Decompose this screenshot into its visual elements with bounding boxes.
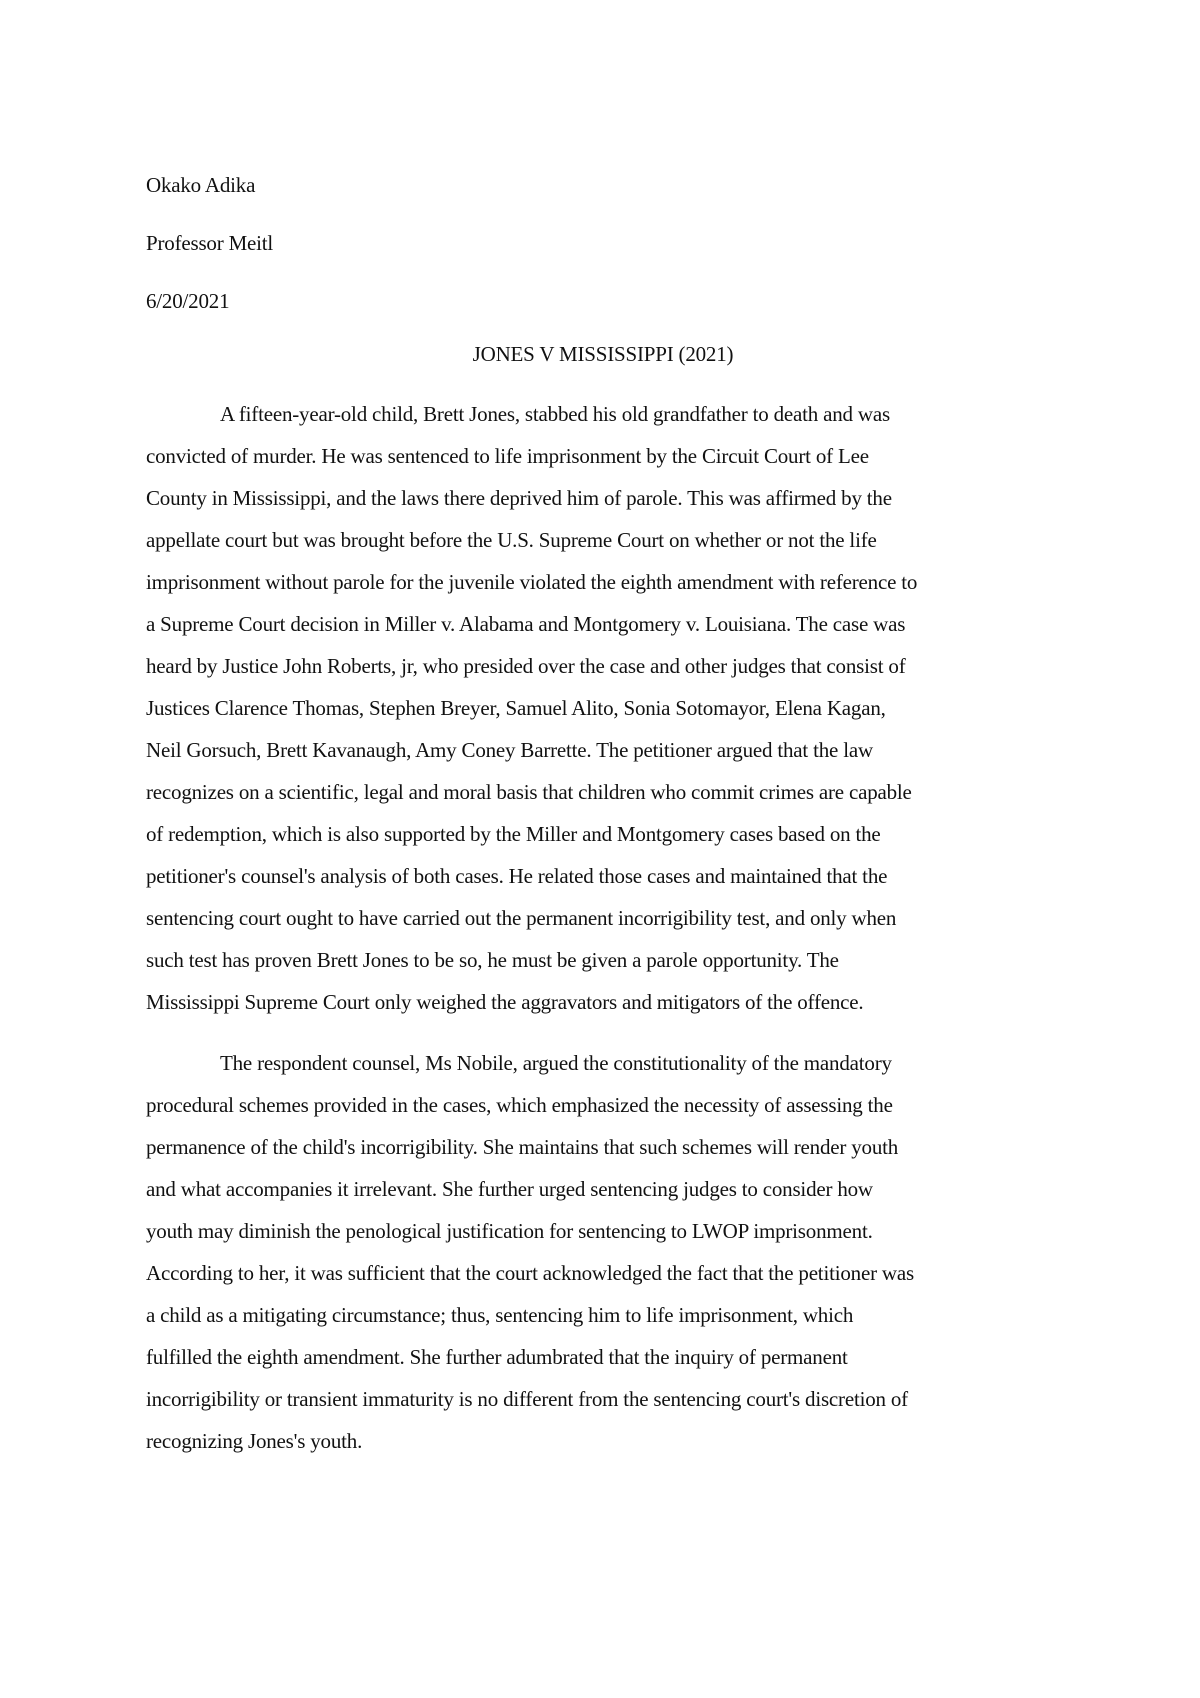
paragraph-1 xyxy=(146,393,1068,1023)
paragraph-line: appellate court but was brought before the U.S. Supreme Court on whether or not the life xyxy=(146,528,877,552)
professor-name: Professor Meitl xyxy=(146,231,274,255)
paragraph-line: procedural schemes provided in the cases, which emphasized the necessity of assessing the xyxy=(146,1093,893,1117)
paragraph-line: of redemption, which is also supported by the Miller and Montgomery cases based on the xyxy=(146,822,881,846)
paragraph-line: such test has proven Brett Jones to be so, he must be given a parole opportunity. The xyxy=(146,948,839,972)
document-title: JONES V MISSISSIPPI (2021) xyxy=(472,342,734,366)
paragraph-line: incorrigibility or transient immaturity is no different from the sentencing court's discretion of xyxy=(146,1387,908,1411)
paragraph-line: youth may diminish the penological justification for sentencing to LWOP imprisonment. xyxy=(146,1219,873,1243)
paragraph-line: recognizes on a scientific, legal and moral basis that children who commit crimes are capable xyxy=(146,780,912,804)
paragraph-line: fulfilled the eighth amendment. She further adumbrated that the inquiry of permanent xyxy=(146,1345,848,1369)
author-name: Okako Adika xyxy=(146,173,256,197)
paragraph-line: According to her, it was sufficient that the court acknowledged the fact that the petitioner was xyxy=(146,1261,914,1285)
paragraph-line: permanence of the child's incorrigibility. She maintains that such schemes will render youth xyxy=(146,1135,899,1159)
paragraph-line: The respondent counsel, Ms Nobile, argued the constitutionality of the mandatory xyxy=(220,1051,892,1075)
paragraph-line: a child as a mitigating circumstance; thus, sentencing him to life imprisonment, which xyxy=(146,1303,854,1327)
paragraph-line: recognizing Jones's youth. xyxy=(146,1429,363,1453)
document-date: 6/20/2021 xyxy=(146,289,230,313)
paragraph-line: Mississippi Supreme Court only weighed the aggravators and mitigators of the offence. xyxy=(146,990,864,1014)
paragraph-2 xyxy=(146,1042,1068,1462)
paragraph-line: Justices Clarence Thomas, Stephen Breyer, Samuel Alito, Sonia Sotomayor, Elena Kagan, xyxy=(146,696,886,720)
paragraph-line: convicted of murder. He was sentenced to life imprisonment by the Circuit Court of Lee xyxy=(146,444,869,468)
paragraph-line: and what accompanies it irrelevant. She further urged sentencing judges to consider how xyxy=(146,1177,873,1201)
paragraph-line: sentencing court ought to have carried out the permanent incorrigibility test, and only when xyxy=(146,906,897,930)
paragraph-line: petitioner's counsel's analysis of both cases. He related those cases and maintained that the xyxy=(146,864,888,888)
paragraph-line: County in Mississippi, and the laws there deprived him of parole. This was affirmed by the xyxy=(146,486,892,510)
paragraph-line: Neil Gorsuch, Brett Kavanaugh, Amy Coney Barrette. The petitioner argued that the law xyxy=(146,738,873,762)
paragraph-line: a Supreme Court decision in Miller v. Alabama and Montgomery v. Louisiana. The case was xyxy=(146,612,906,636)
paragraph-line: A fifteen-year-old child, Brett Jones, stabbed his old grandfather to death and was xyxy=(220,402,890,426)
paragraph-line: heard by Justice John Roberts, jr, who presided over the case and other judges that consist of xyxy=(146,654,906,678)
paragraph-line: imprisonment without parole for the juvenile violated the eighth amendment with reference to xyxy=(146,570,918,594)
